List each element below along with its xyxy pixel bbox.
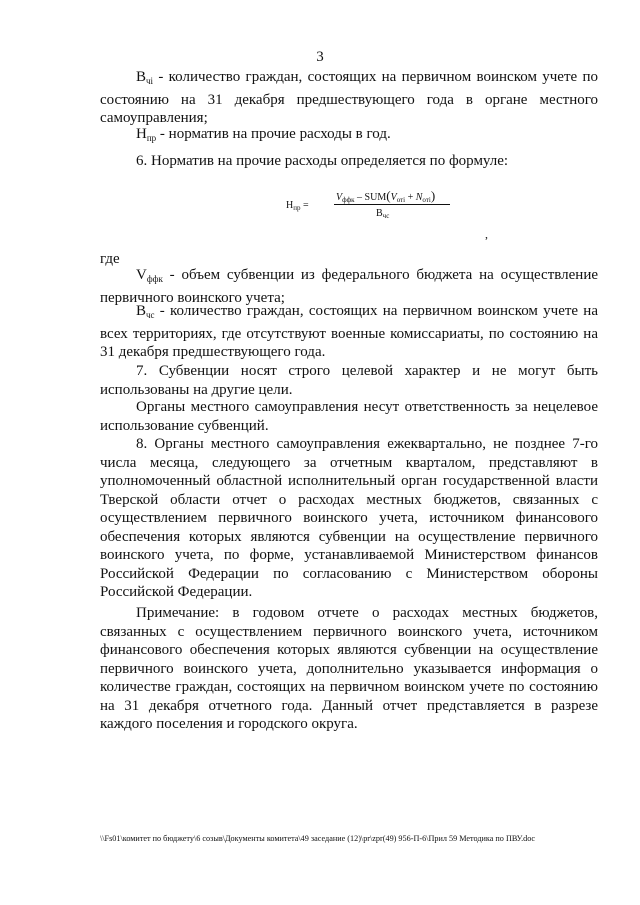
formula <box>286 188 446 238</box>
symbol-bchs: $В_{чс}$ <box>136 303 155 320</box>
formula-lhs: $Н_{пр}$ = <box>286 200 309 212</box>
where-label: где <box>100 251 120 267</box>
definition-bchi <box>100 68 598 128</box>
symbol-hpr: $Н_{пр}$ <box>136 126 157 143</box>
definition-vffk <box>100 266 598 307</box>
definition-vffk-text: - объем субвенции из федерального бюджета на осуществление первичного воинского учета; <box>100 267 598 306</box>
definition-bchs-text: - количество граждан, состоящих на первичном воинском учете на всех территориях, где отсутствуют военные комиссариаты, по состоянию на 31 декабря предшествующего года. <box>100 303 598 360</box>
symbol-vffk: $V_{ффк}$ <box>136 267 163 284</box>
paragraph-7: 7. Субвенции носят строго целевой характер и не могут быть использованы на другие цели. <box>100 363 598 398</box>
formula-numerator: $V_{ффк} - SUM(V_{отi} + N_{отi})$ <box>336 188 436 204</box>
fraction-bar <box>334 204 450 205</box>
symbol-bchi: $В_{чi}$ <box>136 69 154 86</box>
formula-comma: , <box>485 227 488 241</box>
paragraph-7-responsibility: Органы местного самоуправления несут ответственность за нецелевое использование субвенций. <box>100 399 598 434</box>
formula-denominator: $В_{чс}$ <box>376 208 390 220</box>
paragraph-8: 8. Органы местного самоуправления ежеквартально, не позднее 7-го числа месяца, следующего за отчетным кварталом, представляют в уполномоченный областной исполнительный орган государственной власти Тверской области отчет о расходах местных бюджетов, связанных с осуществлением первичного воинского учета, источником финансового обеспечения которых являются субвенции на осуществление первичного воинского учета, по форме, устанавливаемой Министерством финансов Российской Федерации по согласованию с Министерством обороны Российской Федерации. <box>100 436 598 600</box>
definition-hpr-text: - норматив на прочие расходы в год. <box>156 126 391 142</box>
note-paragraph: Примечание: в годовом отчете о расходах местных бюджетов, связанных с осуществлением первичного воинского учета, источником финансового обеспечения которых являются субвенции на осуществление первичного воинского учета, дополнительно указывается информация о количестве граждан, состоящих на первичном воинском учете по состоянию на 31 декабря отчетного года. Данный отчет представляется в разрезе каждого поселения и городского округа. <box>100 605 598 732</box>
definition-hpr <box>100 125 598 148</box>
page-number: 3 <box>316 49 324 65</box>
definition-bchs <box>100 302 598 362</box>
definition-bchi-text: - количество граждан, состоящих на первичном воинском учете по состоянию на 31 декабря предшествующего года в органе местного самоуправления; <box>100 69 598 126</box>
file-path-footer: \\Fs01\комитет по бюджету\6 созыв\Документы комитета\49 заседание (12)\pr\zpr(49) 956-П-6\Прил 59 Методика по ПВУ.doc <box>100 834 535 843</box>
paragraph-6: 6. Норматив на прочие расходы определяется по формуле: <box>136 153 509 169</box>
